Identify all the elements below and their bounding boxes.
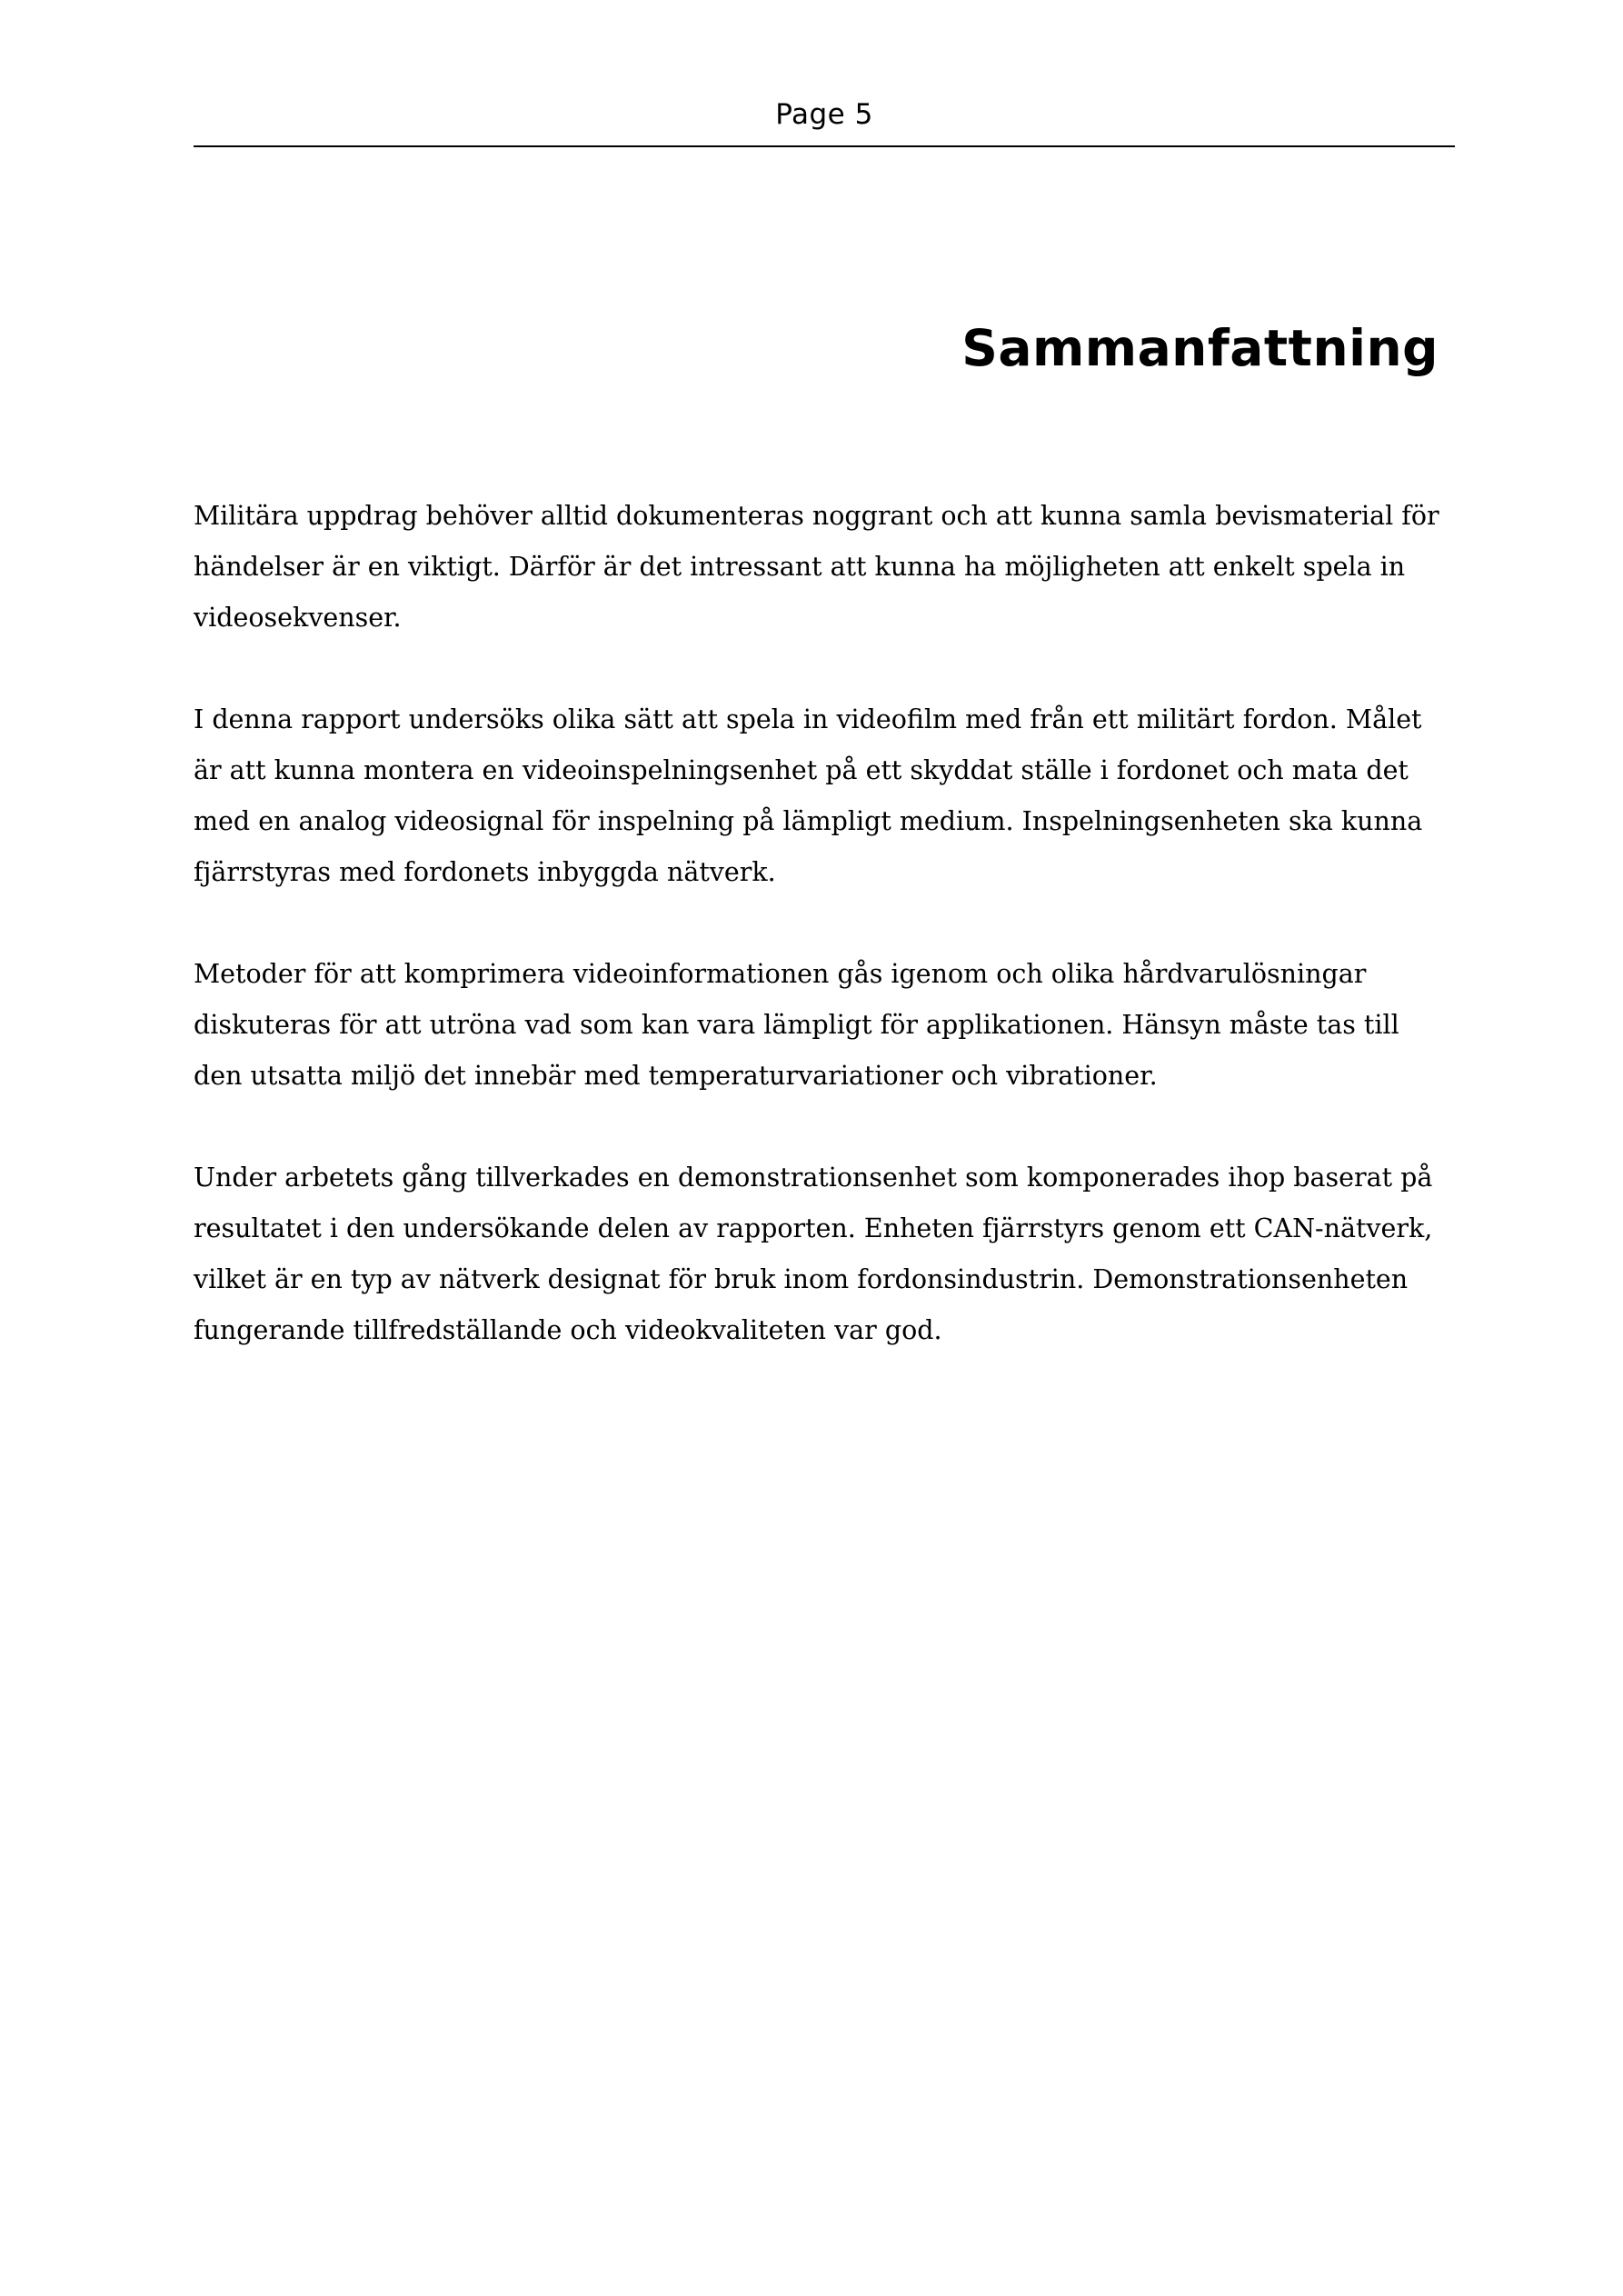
section-title: Sammanfattning — [961, 319, 1439, 377]
paragraph-1: Militära uppdrag behöver alltid dokumenteras noggrant och att kunna samla bevismaterial för händelser är en viktigt. Därför är det intressant att kunna ha möjligheten att enkelt spela in videosekvenser. — [194, 501, 1439, 633]
summary-body — [194, 491, 1455, 1407]
page-header — [194, 89, 1455, 147]
page-number: Page 5 — [775, 98, 873, 131]
paragraph-2: I denna rapport undersöks olika sätt att spela in videofilm med från ett militärt fordon. Målet är att kunna montera en videoinspelningsenhet på ett skyddat ställe i fordonet och mata det med en analog videosignal för inspelning på lämpligt medium. Inspelningsenheten ska kunna fjärrstyras med fordonets inbyggda nätverk. — [194, 704, 1423, 887]
paragraph-3: Metoder för att komprimera videoinformationen gås igenom och olika hårdvarulösningar diskuteras för att utröna vad som kan vara lämpligt för applikationen. Hänsyn måste tas till den utsatta miljö det innebär med temperaturvariationer och vibrationer. — [194, 959, 1399, 1091]
paragraph-4: Under arbetets gång tillverkades en demonstrationsenhet som komponerades ihop baserat på resultatet i den undersökande delen av rapporten. Enheten fjärrstyrs genom ett CAN-nätverk, vilket är en typ av nätverk designat för bruk inom fordonsindustrin. Demonstrationsenheten fungerande tillfredställande och videokvaliteten var god. — [194, 1163, 1433, 1345]
